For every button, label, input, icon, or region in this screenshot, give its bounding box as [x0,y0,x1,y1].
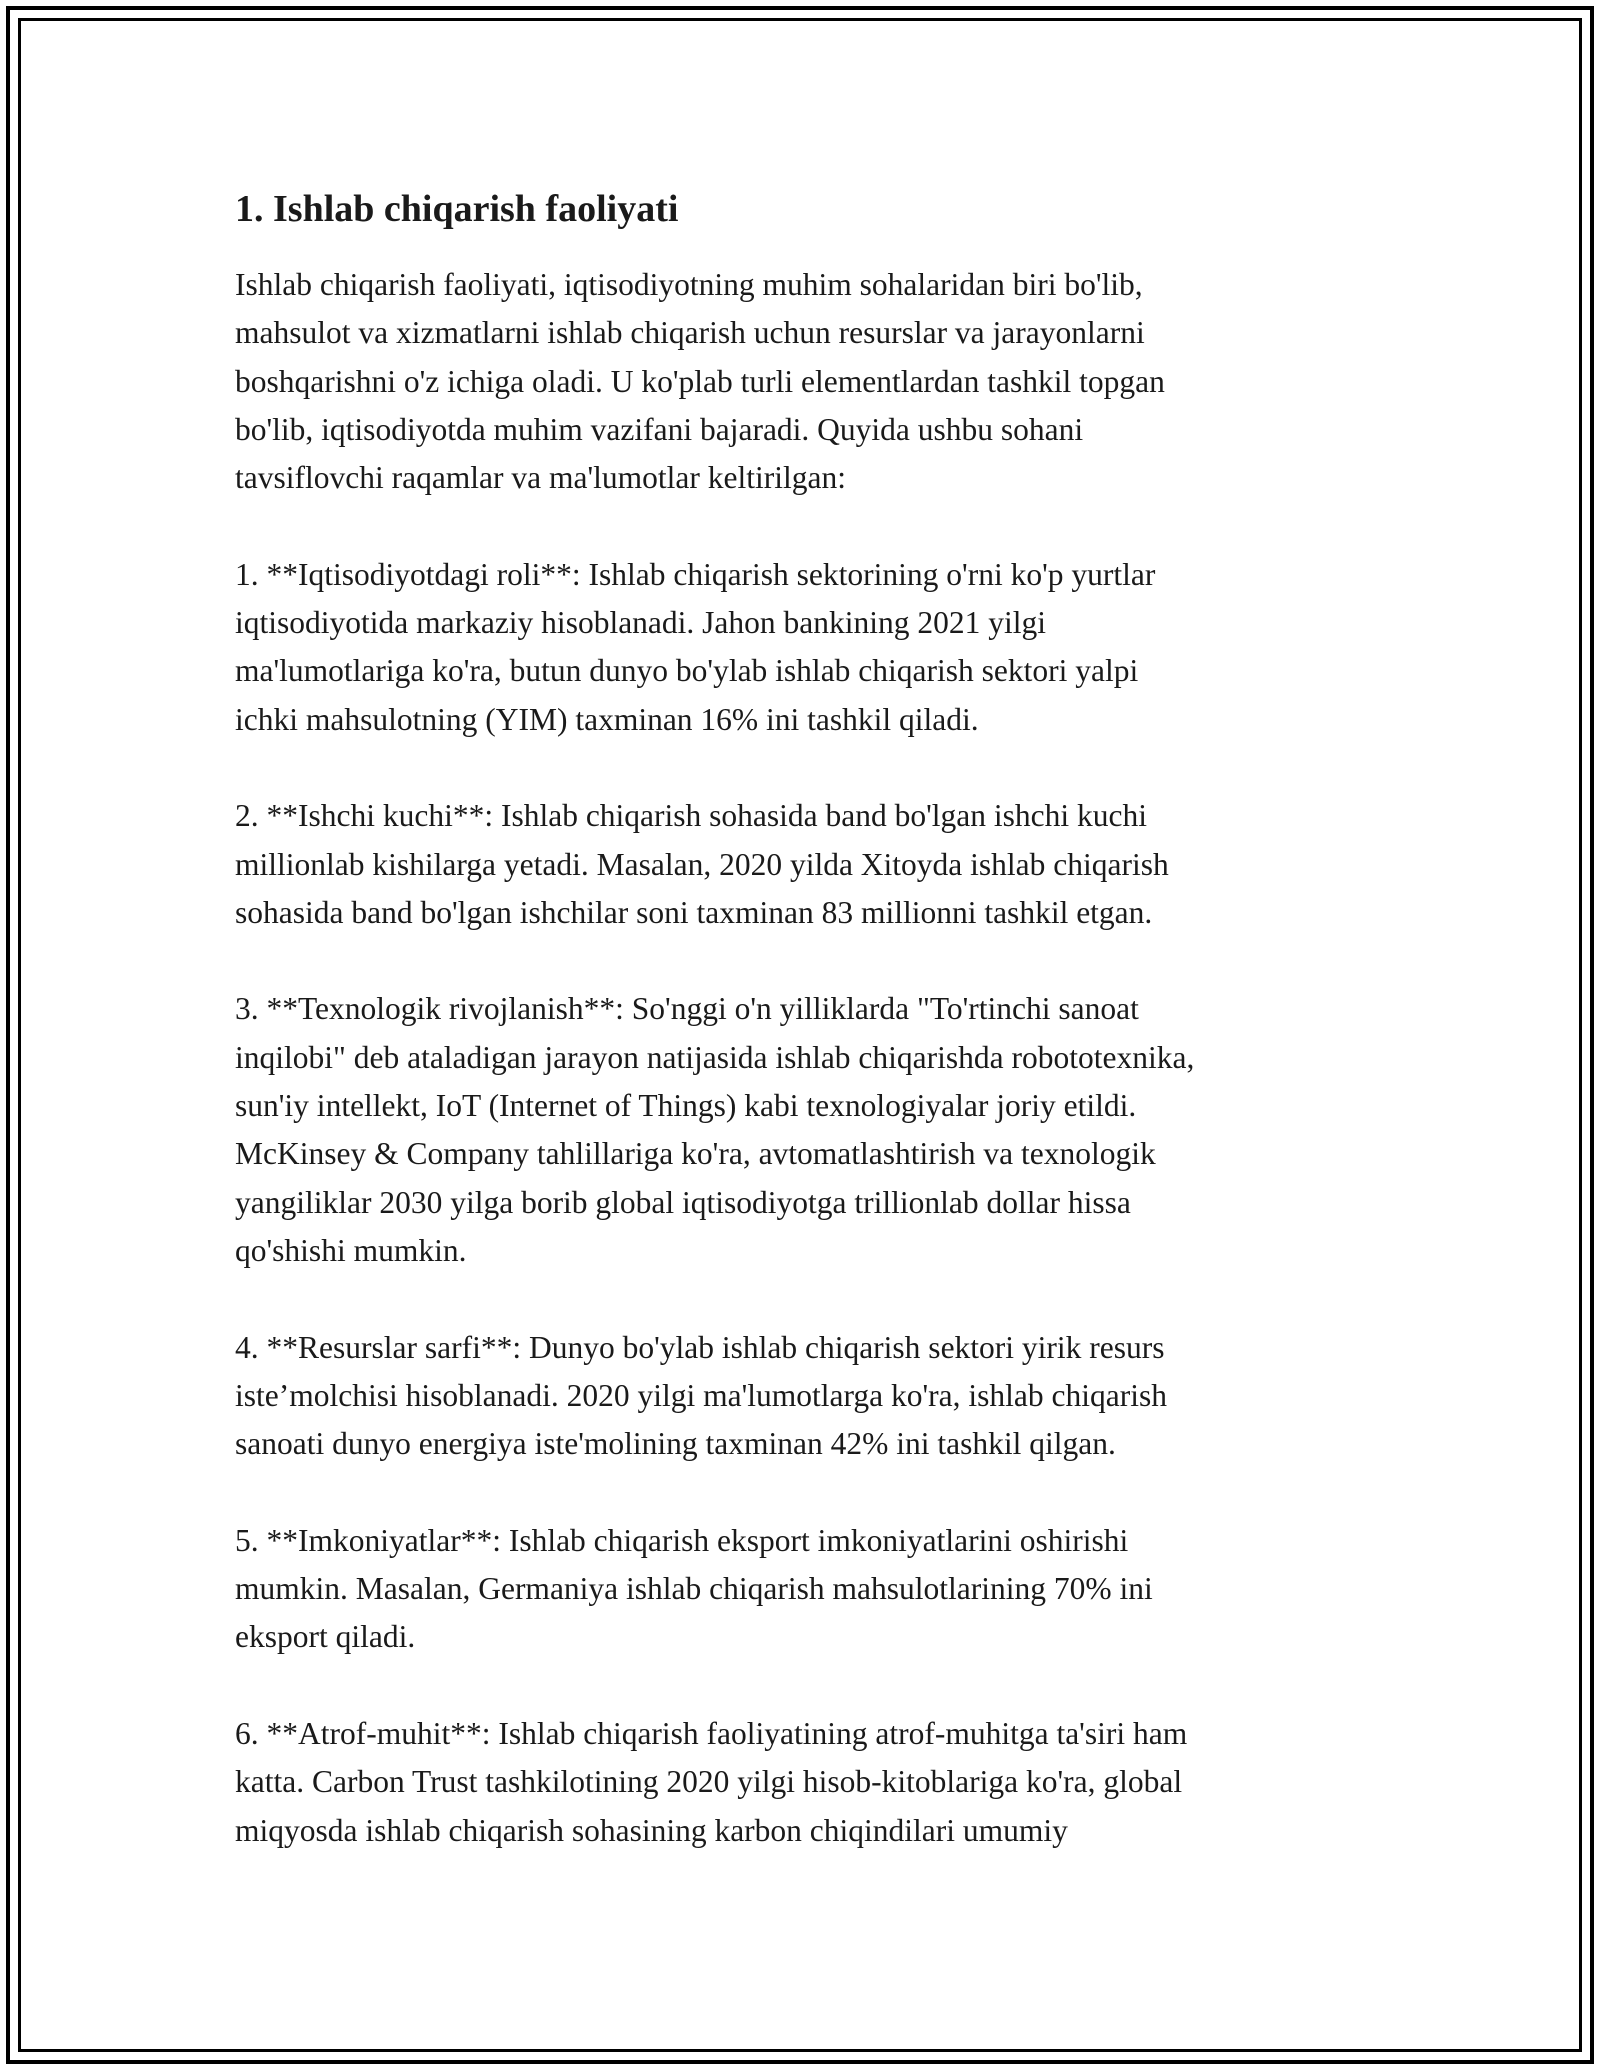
list-item-environment: 6. **Atrof-muhit**: Ishlab chiqarish faoliyatining atrof-muhitga ta'siri ham katta. Carbon Trust tashkilotining 2020 yilgi hisob-kitoblariga ko'ra, global miqyosda ishlab chiqarish sohasining karbon chiqindilari umumiy [235,1715,1188,1848]
list-item-technology: 3. **Texnologik rivojlanish**: So'nggi o'n yilliklarda "To'rtinchi sanoat inqilobi" deb ataladigan jarayon natijasida ishlab chiqarishda robototexnika, sun'iy intellekt, IoT (Internet of Things) kabi texnologiyalar joriy etildi. McKinsey & Company tahlillariga ko'ra, avtomatlashtirish va texnologik yangiliklar 2030 yilga borib global iqtisodiyotga trillionlab dollar hissa qo'shishi mumkin. [235,991,1195,1268]
intro-paragraph: Ishlab chiqarish faoliyati, iqtisodiyotning muhim sohalaridan biri bo'lib, mahsulot va xizmatlarni ishlab chiqarish uchun resurslar va jarayonlarni boshqarishni o'z ichiga oladi. U ko'plab turli elementlardan tashkil topgan bo'lib, iqtisodiyotda muhim vazifani bajaradi. Quyida ushbu sohani tavsiflovchi raqamlar va ma'lumotlar keltirilgan: [235,267,1165,496]
list-item-economy-role: 1. **Iqtisodiyotdagi roli**: Ishlab chiqarish sektorining o'rni ko'p yurtlar iqtisodiyotida markaziy hisoblanadi. Jahon bankining 2021 yilgi ma'lumotlariga ko'ra, butun dunyo bo'ylab ishlab chiqarish sektori yalpi ichki mahsulotning (YIM) taxminan 16% ini tashkil qiladi. [235,556,1156,737]
list-item-resources: 4. **Resurslar sarfi**: Dunyo bo'ylab ishlab chiqarish sektori yirik resurs iste’molchisi hisoblanadi. 2020 yilgi ma'lumotlarga ko'ra, ishlab chiqarish sanoati dunyo energiya iste'molining taxminan 42% ini tashkil qilgan. [235,1329,1167,1462]
document-title: 1. Ishlab chiqarish faoliyati [235,188,679,230]
list-item-opportunities: 5. **Imkoniyatlar**: Ishlab chiqarish eksport imkoniyatlarini oshirishi mumkin. Masalan, Germaniya ishlab chiqarish mahsulotlarining 70% ini eksport qiladi. [235,1522,1153,1655]
document-body [235,185,1385,1903]
list-item-workforce: 2. **Ishchi kuchi**: Ishlab chiqarish sohasida band bo'lgan ishchi kuchi millionlab kishilarga yetadi. Masalan, 2020 yilda Xitoyda ishlab chiqarish sohasida band bo'lgan ishchilar soni taxminan 83 millionni tashkil etgan. [235,798,1169,930]
